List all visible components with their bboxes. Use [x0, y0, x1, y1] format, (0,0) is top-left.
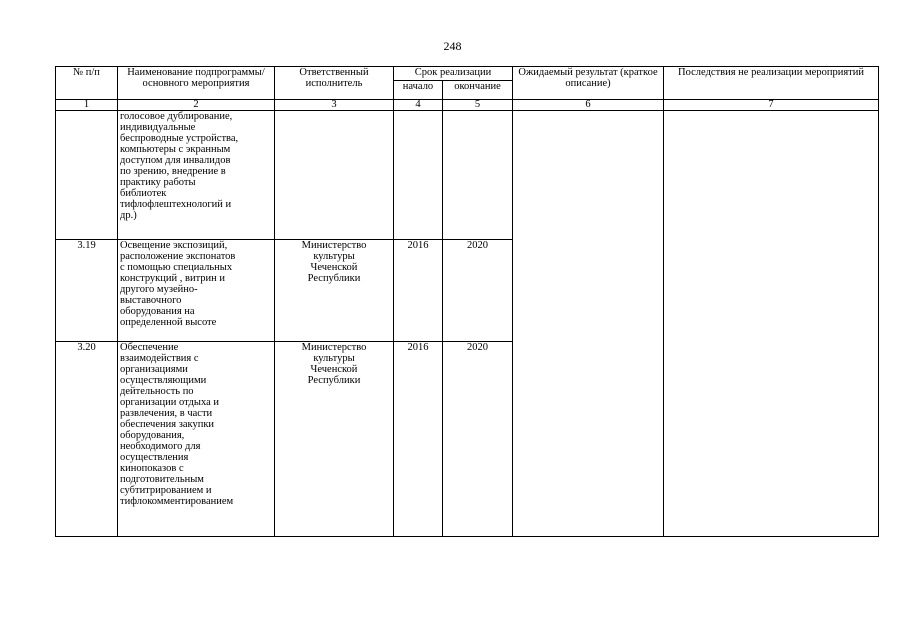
table-row [56, 111, 879, 240]
column-number: 5 [443, 100, 513, 111]
start-year: 2016 [394, 240, 443, 342]
responsible-executor [275, 111, 394, 240]
page-number: 248 [443, 39, 462, 53]
consequences-cell [664, 111, 879, 537]
header-end: окончание [443, 81, 513, 100]
column-number: 1 [56, 100, 118, 111]
header-period: Срок реализации [394, 67, 513, 81]
responsible-executor: Министерство культуры Чеченской Республики [275, 240, 394, 342]
column-number: 3 [275, 100, 394, 111]
header-num: № п/п [56, 67, 118, 100]
program-measures-table [55, 66, 879, 537]
header-result: Ожидаемый результат (краткое описание) [513, 67, 664, 100]
end-year: 2020 [443, 342, 513, 537]
header-start: начало [394, 81, 443, 100]
header-executor: Ответственный исполнитель [275, 67, 394, 100]
column-number: 7 [664, 100, 879, 111]
column-number: 2 [118, 100, 275, 111]
row-number: 3.19 [56, 240, 118, 342]
start-year: 2016 [394, 342, 443, 537]
start-year [394, 111, 443, 240]
measure-name: голосовое дублирование, индивидуальные беспроводные устройства, компьютеры с экранным доступом для инвалидов по зрению, внедрение в практику работы библиотек тифлофлештехнологий и др.) [118, 111, 275, 240]
header-consequences: Последствия не реализации мероприятий [664, 67, 879, 100]
responsible-executor: Министерство культуры Чеченской Республики [275, 342, 394, 537]
measure-name: Освещение экспозиций, расположение экспонатов с помощью специальных конструкций , витрин и другого музейно- выставочного оборудования на определенной высоте [118, 240, 275, 342]
column-number: 6 [513, 100, 664, 111]
row-number: 3.20 [56, 342, 118, 537]
expected-result-cell [513, 111, 664, 537]
measure-name: Обеспечение взаимодействия с организациями осуществляющими дейтельность по организации отдыха и развлечения, в части обеспечения закупки оборудования, необходимого для осуществления кинопоказов с подготовительным субтитрированием и тифлокомментированием [118, 342, 275, 537]
end-year: 2020 [443, 240, 513, 342]
row-number [56, 111, 118, 240]
header-name: Наименование подпрограммы/ основного мероприятия [118, 67, 275, 100]
column-number: 4 [394, 100, 443, 111]
end-year [443, 111, 513, 240]
